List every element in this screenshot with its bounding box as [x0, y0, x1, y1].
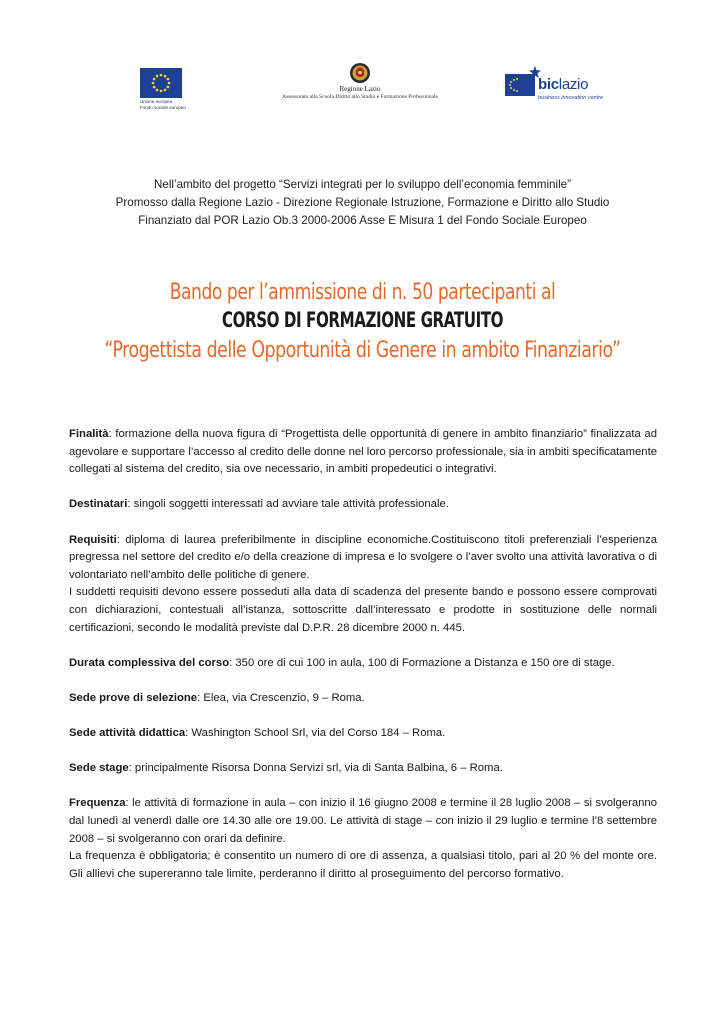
section-sede-stage	[69, 760, 657, 778]
section-sede-didattica	[69, 725, 657, 743]
eu-caption-line2: Fondo sociale europeo	[140, 105, 186, 110]
section-frequenza-label: Frequenza	[69, 797, 126, 810]
section-destinatari	[69, 496, 657, 514]
intro-line-1: Nell’ambito del progetto “Servizi integrati per lo sviluppo dell’economia femminile”	[154, 178, 571, 191]
section-sede-stage-text: : principalmente Risorsa Donna Servizi srl, via di Santa Balbina, 6 – Roma.	[128, 762, 503, 775]
section-destinatari-label: Destinatari	[69, 498, 128, 511]
title-line-3: “Progettista delle Opportunità di Genere in ambito Finanziario”	[104, 338, 621, 363]
title-line-1: Bando per l’ammissione di n. 50 partecipanti al	[169, 280, 556, 305]
section-sede-stage-label: Sede stage	[69, 762, 129, 775]
section-destinatari-text: : singoli soggetti interessati ad avviare tale attività professionale.	[127, 498, 449, 511]
section-requisiti	[69, 532, 657, 638]
header-logos	[0, 62, 725, 112]
title-line-2: CORSO DI FORMAZIONE GRATUITO	[221, 308, 504, 332]
eu-logo	[140, 68, 186, 110]
eu-flag-icon	[140, 68, 182, 98]
section-frequenza-text-2: La frequenza è obbligatoria; è consentito un numero di ore di assenza, a qualsiasi titolo, pari al 20 % del monte ore. Gli allievi che supereranno tale limite, perderanno il diritto al proseguimento del percorso formativo.	[69, 850, 657, 880]
regione-lazio-name: Regione Lazio	[339, 85, 381, 93]
intro-block	[0, 176, 725, 230]
section-finalita-text: : formazione della nuova figura di “Progettista delle opportunità di genere in ambito finanziario” finalizzata ad agevolare e supportare l’accesso al credito delle donne nel loro percorso professionale, sia in ambiti specificatamente collegati al sistema del credito, sia ove necessario, in ambiti propedeutici o integrativi.	[69, 428, 657, 476]
section-frequenza-text: : le attività di formazione in aula – con inizio il 16 giugno 2008 e termine il 28 luglio 2008 – si svolgeranno dal lunedì al venerdì dalle ore 14.30 alle ore 19.00. Le attività di stage – con inizio il 29 luglio e termine l’8 settembre 2008 – si svolgeranno con orari da definire.	[69, 797, 657, 845]
section-sede-didattica-text: : Washington School Srl, via del Corso 184 – Roma.	[185, 727, 446, 740]
biclazio-subtitle: business innovation centre	[538, 95, 604, 101]
section-durata-label: Durata complessiva del corso	[69, 656, 230, 669]
biclazio-wordmark-light: lazio	[558, 76, 589, 93]
notice-body	[69, 426, 657, 883]
section-sede-selezione-label: Sede prove di selezione	[69, 691, 198, 704]
section-sede-selezione-text: : Elea, via Crescenzio, 9 – Roma.	[197, 691, 365, 704]
biclazio-wordmark-bold: bic	[538, 76, 559, 93]
section-frequenza	[69, 795, 657, 883]
section-finalita	[69, 426, 657, 479]
intro-line-3: Finanziato dal POR Lazio Ob.3 2000-2006 Asse E Misura 1 del Fondo Sociale Europeo	[138, 214, 587, 227]
regione-lazio-logo	[240, 62, 480, 100]
section-durata-text: : 350 ore di cui 100 in aula, 100 di Formazione a Distanza e 150 ore di stage.	[229, 656, 615, 669]
section-requisiti-text: : diploma di laurea preferibilmente in discipline economiche.Costituiscono titoli preferenziali l’esperienza pregressa nel settore del credito e/o della creazione di impresa e lo svolgere o l’aver svolto una attività lavorativa o di volontariato nell’ambito delle politiche di genere.	[69, 533, 657, 581]
regione-lazio-assessorato: Assessorato alla Scuola Diritto allo Studio e Formazione Professionale	[282, 94, 438, 100]
section-requisiti-text-2: I suddetti requisiti devono essere posseduti alla data di scadenza del presente bando e possono essere comprovati con dichiarazioni, contestuali all’istanza, sottoscritte dall’interessato e prodotte in sostituzione delle normali certificazioni, secondo le modalità previste dal D.P.R. 28 dicembre 2000 n. 445.	[69, 586, 657, 634]
section-finalita-label: Finalità	[69, 428, 109, 440]
section-durata	[69, 655, 657, 673]
section-requisiti-label: Requisiti	[69, 533, 117, 546]
section-sede-selezione	[69, 690, 657, 708]
section-sede-didattica-label: Sede attività didattica	[69, 727, 186, 740]
intro-line-2: Promosso dalla Regione Lazio - Direzione Regionale Istruzione, Formazione e Diritto allo Studio	[115, 196, 610, 209]
eu-caption-line1: Unione europea	[140, 99, 173, 104]
notice-title	[0, 278, 725, 367]
biclazio-wordmark	[538, 76, 588, 93]
biclazio-logo	[505, 66, 615, 106]
regione-lazio-crest-icon	[349, 62, 371, 84]
